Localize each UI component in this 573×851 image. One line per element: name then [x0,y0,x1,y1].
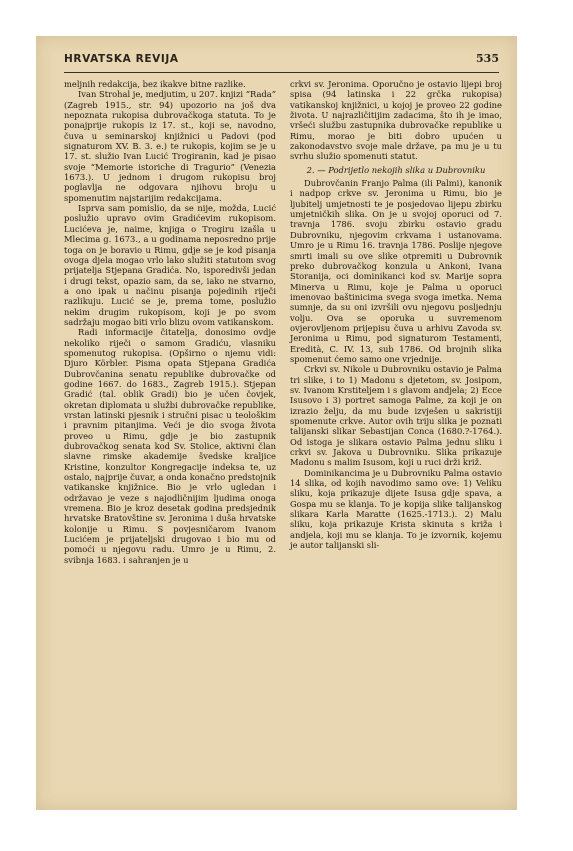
paragraph: Radi informacije čitatelja, donosimo ovdje nekoliko riječi o samom Gradiću, vlasniku spomenutog rukopisa. (Opširno o njemu vidi: Djuro Körbler. Pisma opata Stjepana Gradića Dubrovčanina senatu republike dubrovačke od godine 1667. do 1683., Zagreb 1915.). Stjepan Gradić (tal. oblik Gradi) bio je učen čovjek, okretan diplomata u službi dubrovačke republike, vrstan latinski pjesnik i stručni pisac u teološkim i pravnim pitanjima. Veći je dio svoga života proveo u Rimu, gdje je bio zastupnik dubrovačkog senata kod Sv. Stolice, aktivni član slavne rimske akademije švedske kraljice Kristine, konzultor Kongregacije indeksa te, uz ostalo, najprije čuvar, a onda konačno predstojnik vatikanske knjižnice. Bio je vrlo ugledan i održavao je veze s najodličnijim ljudima onoga vremena. Bio je kroz desetak godina predsjednik hrvatske Bratovštine sv. Jeronima i duša hrvatske kolonije u Rimu. S povjesničarom Ivanom Lucićem je prijateljski drugovao i bio mu od pomoći u njegovu radu. Umro je u Rimu, 2. svibnja 1683. i sahranjen je u [64,327,276,565]
right-column-bottom [290,178,502,550]
book-page [36,36,517,810]
paragraph: Dominikancima je u Dubrovniku Palma ostavio 14 slika, od kojih navodimo samo ove: 1) Veliku sliku, koja prikazuje dijete Isusa gdje spava, a Gospa mu se klanja. To je kopija slike talijanskog slikara Karla Maratte (1625.-1713.). 2) Malu sliku, koja prikazuje Krista skinuta s križa i andjela, koji mu se klanja. To je izvornik, kojemu je autor talijanski sli- [290,467,502,551]
journal-title: HRVATSKA REVIJA [64,53,179,65]
right-column-top [290,79,502,162]
paragraph: crkvi sv. Jeronima. Oporučno je ostavio lijepi broj spisa (94 latinska i 22 grčka rukopisa) vatikanskoj knjižnici, u kojoj je proveo 22 godine života. U najrazličitijim zadacima, što ih je imao, vršeći službu zastupnika dubrovačke republike u Rimu, morao je biti dobro upućen u zakonodavstvo svoje male države, pa mu je u tu svrhu služio spomenuti statut. [290,79,502,162]
paragraph: meljnih redakcija, bez ikakve bitne razlike. [64,79,246,89]
running-header [64,50,499,73]
left-column [64,79,276,565]
section-heading: 2. — Podrijetlo nekojih slika u Dubrovniku [306,164,486,175]
page-number: 535 [476,52,499,65]
paragraph: Isprva sam pomislio, da se nije, možda, Lucić poslužio upravo ovim Gradićevim rukopisom. Lucićeva je, naime, knjiga o Trogiru izašla u Mlecima g. 1673., a u godinama neposredno prije toga on je boravio u Rimu, gdje se je kod pisanja ovoga djela mogao vrlo lako služiti statutom svog prijatelja Stjepana Gradića. No, isporedivši jedan i drugi tekst, opazio sam, da se, iako ne stvarno, a ono ipak u načinu pisanja pojedinih riječi razlikuju. Lucić se je, prema tome, poslužio nekim drugim rukopisom, koji je po svom sadržaju mogao biti vrlo blizu ovom vatikanskom. [64,203,276,327]
paragraph: Crkvi sv. Nikole u Dubrovniku ostavio je Palma tri slike, i to 1) Madonu s djetetom, sv. Josipom, sv. Ivanom Krstiteljem i s glavom andjela; 2) Ecce Isusovo i 3) portret samoga Palme, za koji je on izrazio želju, da mu bude izvješen u sakristiji spomenute crkve. Autor ovih triju slika je poznati talijanski slikar Sebastijan Conca (1680.?-1764.). Od istoga je slikara ostavio Palma jednu sliku i crkvi sv. Jakova u Dubrovniku. Slika prikazuje Madonu s malim Isusom, koji u ruci drži križ. [290,364,502,468]
paragraph: Dubrovčanin Franjo Palma (ili Palmi), kanonik i nadpop crkve sv. Jeronima u Rimu, bio je ljubitelj umjetnosti te je posjedovao lijepu zbirku umjetničkih slika. On je u svojoj oporuci od 7. travnja 1786. svoju zbirku ostavio gradu Dubrovniku, njegovim crkvama i ustanovama. Umro je u Rimu 16. travnja 1786. Poslije njegove smrti imali su ove slike otpremiti u Dubrovnik preko dubrovačkog konzula u Ankoni, Ivana Storanija, oci dominikanci kod sv. Marije sopra Minerva u Rimu, koje je Palma u oporuci imenovao baštinicima svega svoga imetka. Nema sumnje, da su oni izvršili ovu njegovu posljednju volju. Ova se oporuka u suvremenom ovjerovljenom prijepisu čuva u arhivu Zavoda sv. Jeronima u Rimu, pod signaturom Testamenti, Eredità, C. IV. 13, sub 1786. Od brojnih slika spomenut ćemo samo one vrjednije. [290,178,502,364]
paragraph: Ivan Strohal je, medjutim, u 207. knjizi “Rada” (Zagreb 1915., str. 94) upozorio na još dva nepoznata rukopisa dubrovačkoga statuta. To je ponajprije rukopis iz 17. st., koji se, navodno, čuva u seminarskoj knjižnici u Padovi (pod signaturom XV. B. 3. e.) te rukopis, kojim se je u 17. st. služio Ivan Lucić Trogiranin, kad je pisao svoje “Memorie istoriche di Tragurio” (Venezia 1673.). U jednom i drugom rukopisu broj poglavlja ne odgovara njihovu broju u spomenutim najstarijim redakcijama. [64,89,276,203]
right-column [290,79,502,550]
